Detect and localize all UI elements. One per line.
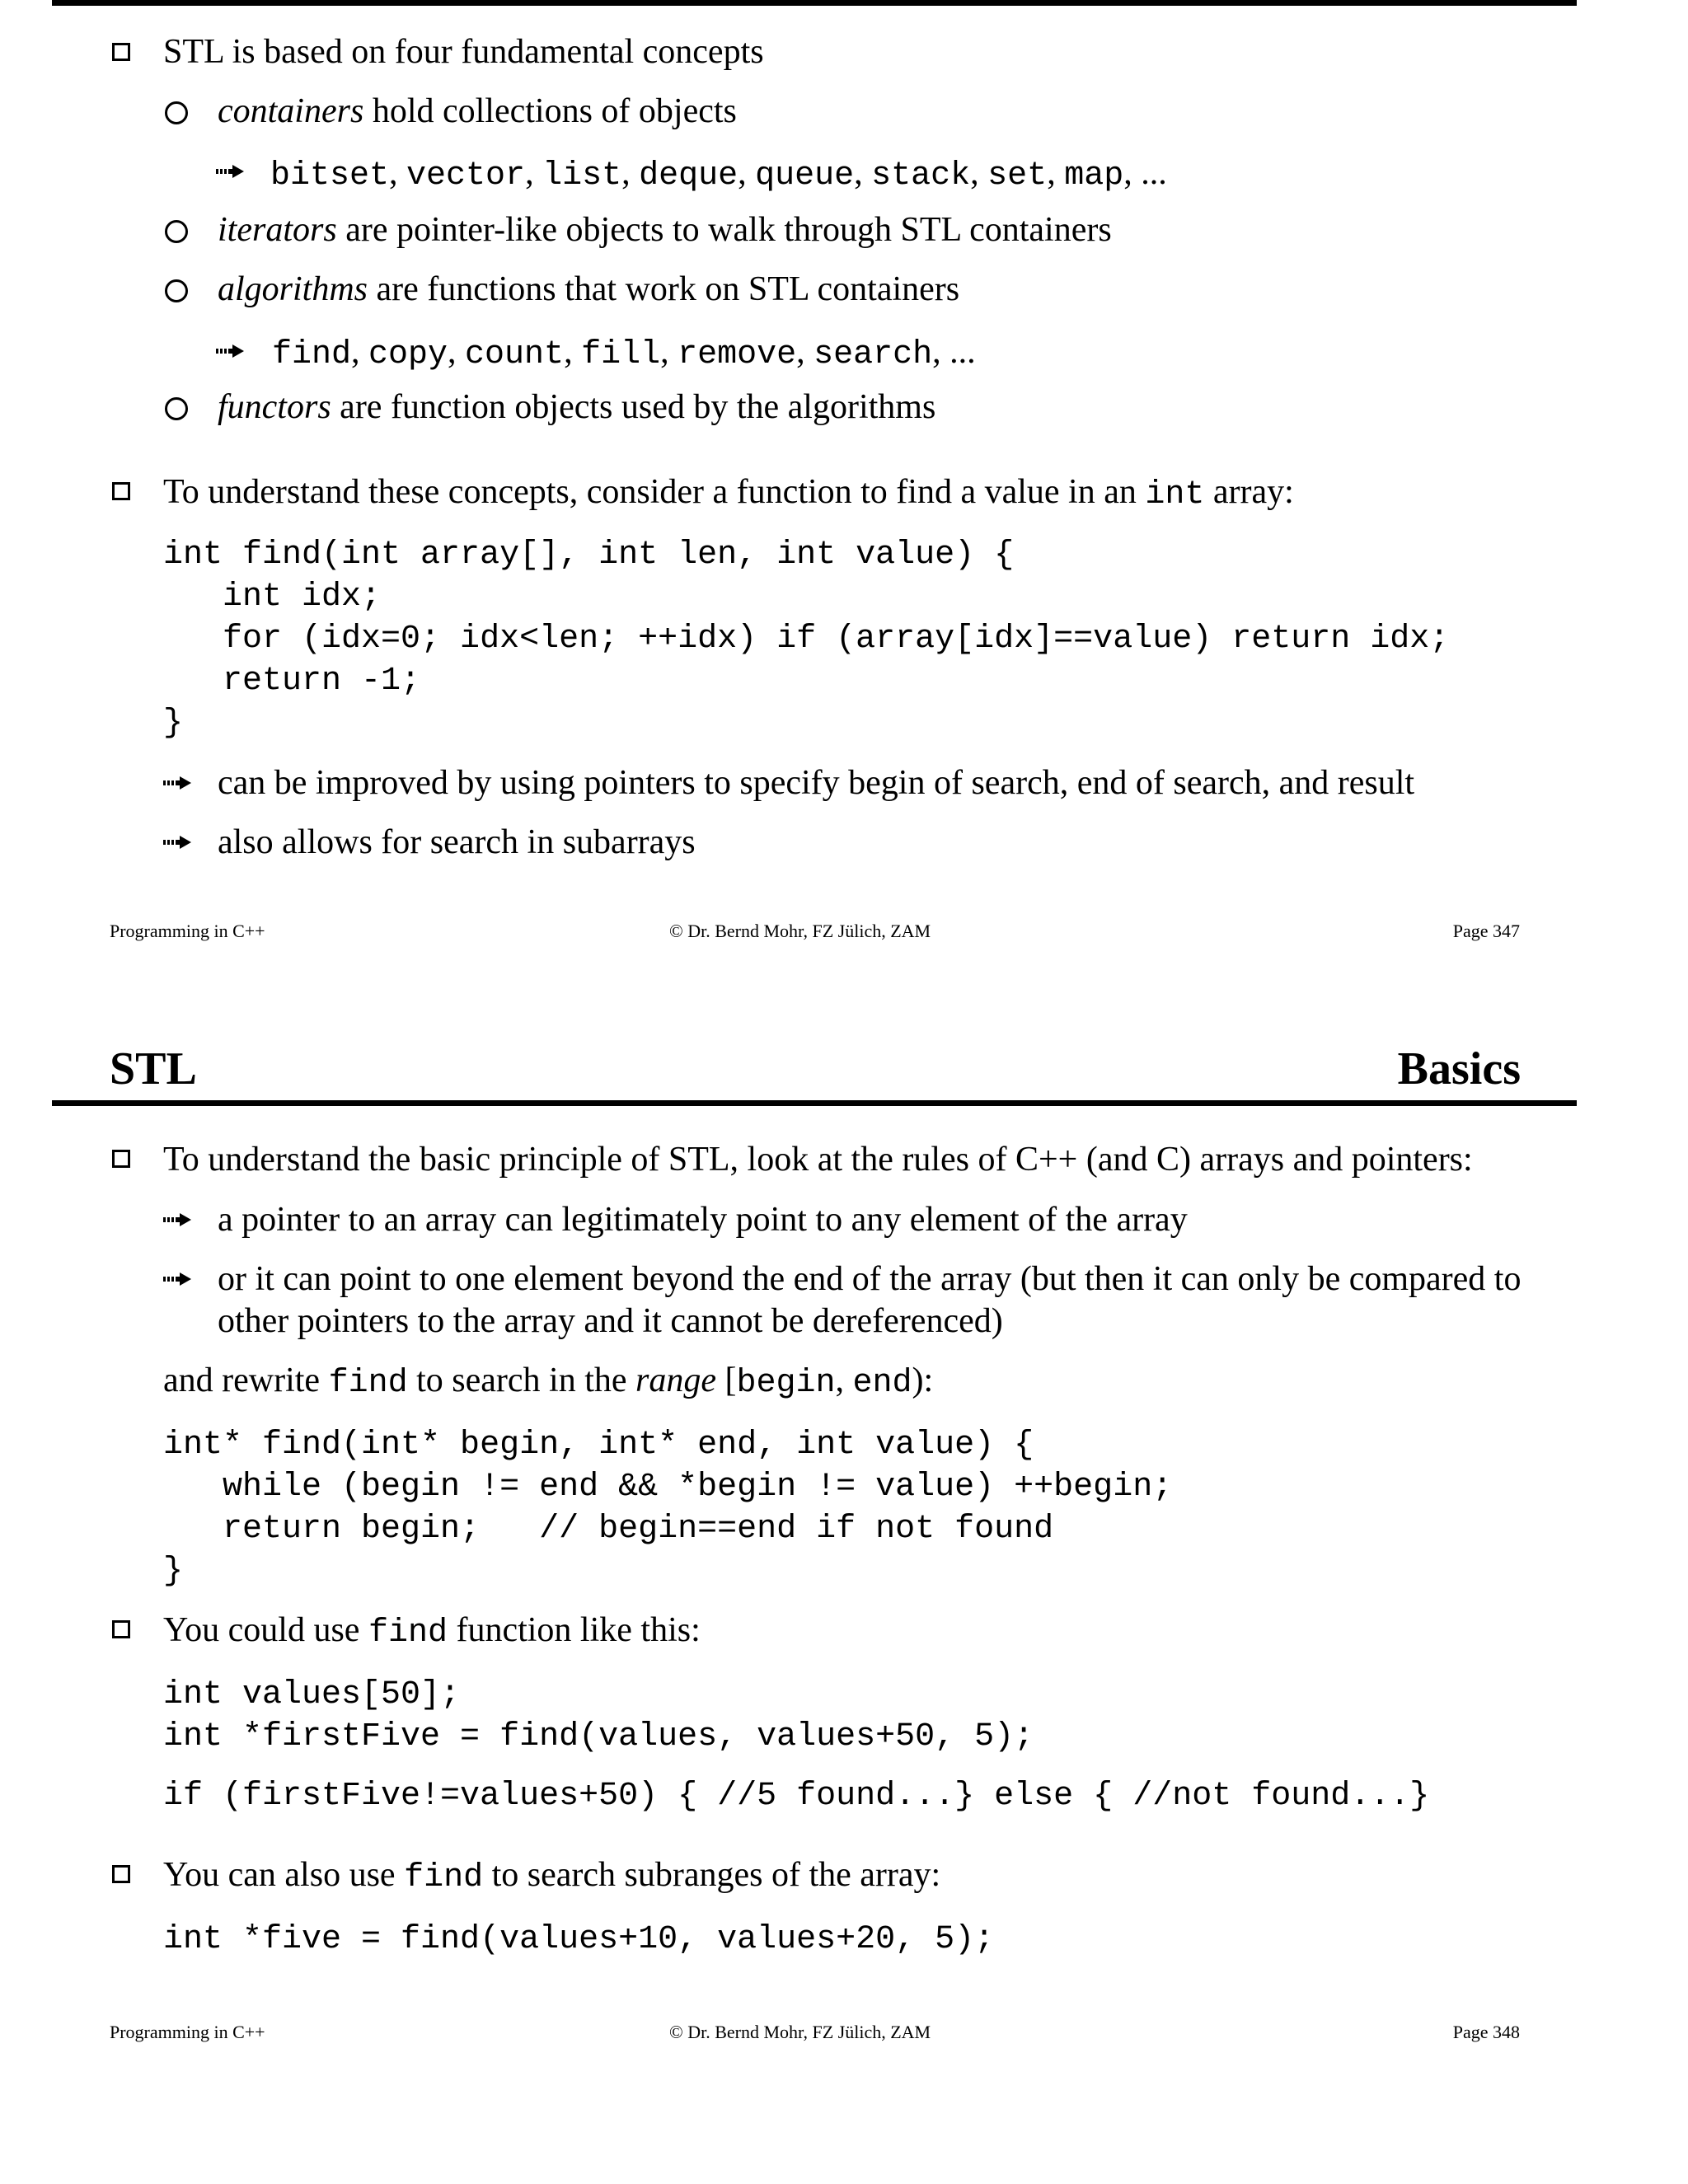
separator: , xyxy=(564,333,582,371)
rule-pointer-beyond-line1: or it can point to one element beyond the end of the array (but then it can only be compared to xyxy=(218,1260,1522,1298)
separator: , xyxy=(854,154,872,192)
header-subtitle: Basics xyxy=(1397,1043,1521,1094)
text: array: xyxy=(1204,473,1294,511)
text: to search subranges of the array: xyxy=(483,1856,941,1894)
code-map: map xyxy=(1064,157,1124,194)
arrow-bullet-icon xyxy=(163,836,191,849)
code-copy: copy xyxy=(368,336,448,373)
square-bullet-icon xyxy=(112,482,130,500)
square-bullet-icon xyxy=(112,1865,130,1883)
rewrite-find-text xyxy=(163,1360,933,1404)
rule-pointer-beyond-line2: other pointers to the array and it cannot be dereferenced) xyxy=(218,1302,1003,1340)
separator: , ... xyxy=(1123,154,1167,192)
text: [ xyxy=(716,1361,737,1399)
code-find: find xyxy=(404,1859,484,1896)
slide-header xyxy=(110,1040,1521,1098)
term-containers: containers xyxy=(218,92,364,130)
bullet-algorithms xyxy=(218,269,959,310)
separator: , xyxy=(796,333,814,371)
bullet-containers xyxy=(218,91,737,132)
header-rule xyxy=(52,1100,1577,1106)
footer-course: Programming in C++ xyxy=(110,2022,265,2042)
code-search: search xyxy=(814,336,933,373)
footer-copyright: © Dr. Bernd Mohr, FZ Jülich, ZAM xyxy=(669,921,931,941)
text: to search in the xyxy=(407,1361,635,1399)
code-find: find xyxy=(328,1365,408,1402)
arrow-bullet-icon xyxy=(216,344,244,358)
circle-bullet-icon xyxy=(165,279,188,302)
code-line: int values[50]; xyxy=(163,1676,461,1713)
bullet-subranges xyxy=(163,1854,940,1899)
code-line: int *firstFive = find(values, values+50, 5); xyxy=(163,1718,1034,1755)
code-line: return -1; xyxy=(163,663,421,700)
arrow-bullet-icon xyxy=(163,1272,191,1286)
code-list: list xyxy=(542,157,622,194)
separator: , xyxy=(525,154,543,192)
code-find: find xyxy=(368,1615,448,1652)
code-line: int find(int array[], int len, int value) { xyxy=(163,537,1015,574)
arrow-bullet-icon xyxy=(163,1213,191,1226)
algorithms-examples xyxy=(272,331,976,376)
separator: , xyxy=(621,154,640,192)
arrow-bullet-icon xyxy=(216,165,244,178)
footer-page-number: Page 347 xyxy=(1452,921,1520,941)
code-deque: deque xyxy=(639,157,738,194)
footer-copyright: © Dr. Bernd Mohr, FZ Jülich, ZAM xyxy=(669,2022,931,2042)
bullet-stl-concepts: STL is based on four fundamental concepts xyxy=(163,33,764,71)
algorithms-desc: are functions that work on STL containers xyxy=(368,270,960,308)
footer-page-number: Page 348 xyxy=(1452,2022,1520,2042)
bullet-use-find xyxy=(163,1610,701,1654)
header-title: STL xyxy=(110,1043,197,1094)
text: function like this: xyxy=(447,1611,701,1649)
text: To understand these concepts, consider a function to find a value in an xyxy=(163,473,1146,511)
separator: , xyxy=(351,333,369,371)
separator: , ... xyxy=(932,333,976,371)
code-line: return begin; // begin==end if not found xyxy=(163,1511,1054,1548)
term-iterators: iterators xyxy=(218,211,337,249)
text: ): xyxy=(912,1361,934,1399)
bullet-basic-principle: To understand the basic principle of STL, look at the rules of C++ (and C) arrays and pointers: xyxy=(163,1141,1473,1179)
separator: , xyxy=(389,154,407,192)
code-find: find xyxy=(272,336,352,373)
separator: , xyxy=(738,154,756,192)
term-functors: functors xyxy=(218,388,331,426)
code-line: int* find(int* begin, int* end, int value) { xyxy=(163,1427,1034,1464)
code-set: set xyxy=(987,157,1048,194)
square-bullet-icon xyxy=(112,1150,130,1168)
code-bitset: bitset xyxy=(270,157,390,194)
code-stack: stack xyxy=(871,157,971,194)
code-end: end xyxy=(852,1365,912,1402)
iterators-desc: are pointer-like objects to walk through STL containers xyxy=(336,211,1112,249)
square-bullet-icon xyxy=(112,43,130,61)
code-line: int idx; xyxy=(163,579,382,616)
separator: , xyxy=(1047,154,1065,192)
bullet-iterators xyxy=(218,209,1112,251)
arrow-bullet-icon xyxy=(163,776,191,790)
text: You can also use xyxy=(163,1856,405,1894)
separator: , xyxy=(660,333,678,371)
code-fill: fill xyxy=(581,336,661,373)
term-range: range xyxy=(635,1361,716,1399)
containers-desc: hold collections of objects xyxy=(363,92,737,130)
separator: , xyxy=(970,154,988,192)
top-rule xyxy=(52,0,1577,6)
separator: , xyxy=(448,333,466,371)
code-line: int *five = find(values+10, values+20, 5); xyxy=(163,1921,995,1958)
code-remove: remove xyxy=(678,336,797,373)
term-algorithms: algorithms xyxy=(218,270,368,308)
square-bullet-icon xyxy=(112,1620,130,1638)
text: , xyxy=(835,1361,853,1399)
note-subarrays: also allows for search in subarrays xyxy=(218,823,696,861)
footer-course: Programming in C++ xyxy=(110,921,265,941)
code-line: for (idx=0; idx<len; ++idx) if (array[idx]==value) return idx; xyxy=(163,621,1450,658)
circle-bullet-icon xyxy=(165,397,188,420)
functors-desc: are function objects used by the algorithms xyxy=(331,388,936,426)
note-improve: can be improved by using pointers to specify begin of search, end of search, and result xyxy=(218,764,1415,802)
code-line: } xyxy=(163,1553,184,1590)
code-int: int xyxy=(1145,476,1205,513)
bullet-functors xyxy=(218,387,935,428)
code-queue: queue xyxy=(755,157,855,194)
containers-examples xyxy=(270,152,1167,197)
circle-bullet-icon xyxy=(165,101,188,124)
code-vector: vector xyxy=(406,157,526,194)
text: You could use xyxy=(163,1611,368,1649)
code-line: while (begin != end && *begin != value) ++begin; xyxy=(163,1469,1173,1506)
code-begin: begin xyxy=(736,1365,836,1402)
bullet-understand-concepts xyxy=(163,471,1294,516)
code-line: if (firstFive!=values+50) { //5 found...} else { //not found...} xyxy=(163,1778,1430,1815)
code-count: count xyxy=(465,336,565,373)
rule-pointer-element: a pointer to an array can legitimately point to any element of the array xyxy=(218,1201,1188,1239)
text: and rewrite xyxy=(163,1361,329,1399)
code-line: } xyxy=(163,705,184,742)
circle-bullet-icon xyxy=(165,220,188,243)
